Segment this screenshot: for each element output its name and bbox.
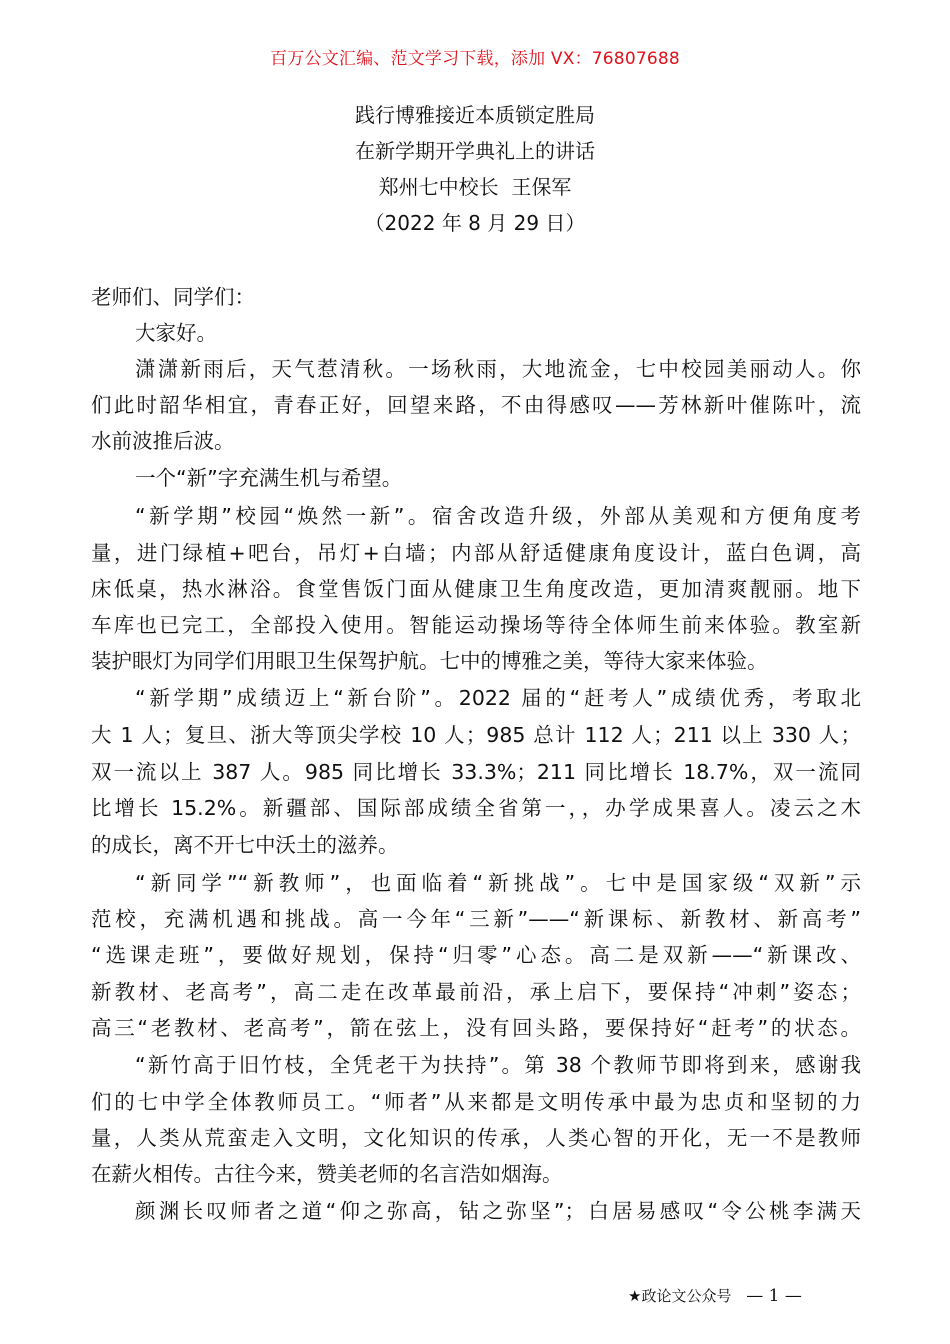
paragraph-line: 在薪火相传。古往今来，赞美老师的名言浩如烟海。 xyxy=(91,1162,563,1186)
paragraph-line: 范校，充满机遇和挑战。高一今年“三新”——“新课标、新教材、新高考” xyxy=(91,907,861,931)
paragraph-line: 颜渊长叹师者之道“仰之弥高，钻之弥坚”；白居易感叹“令公桃李满天 xyxy=(135,1199,861,1223)
document-date: （2022 年 8 月 29 日） xyxy=(364,211,586,235)
footer-source: ★政论文公众号 xyxy=(628,1287,732,1305)
paragraph-line: 床低桌，热水淋浴。食堂售饭门面从健康卫生角度改造，更加清爽靓丽。地下 xyxy=(91,577,861,601)
document-subtitle: 在新学期开学典礼上的讲话 xyxy=(355,139,595,163)
paragraph-line: 装护眼灯为同学们用眼卫生保驾护航。七中的博雅之美，等待大家来体验。 xyxy=(91,649,768,673)
paragraph-line: 比增长 15.2%。新疆部、国际部成绩全省第一，，办学成果喜人。凌云之木 xyxy=(91,796,861,820)
paragraph-line: 水前波推后波。 xyxy=(91,429,235,453)
greeting: 大家好。 xyxy=(135,321,217,345)
watermark-header: 百万公文汇编、范文学习下载，添加 VX：76807688 xyxy=(270,49,680,69)
paragraph-line: 车库也已完工，全部投入使用。智能运动操场等待全体师生前来体验。教室新 xyxy=(91,613,861,637)
paragraph-line: 高三“老教材、老高考”，箭在弦上，没有回头路，要保持好“赶考”的状态。 xyxy=(91,1016,861,1040)
paragraph-line: 一个“新”字充满生机与希望。 xyxy=(135,466,403,490)
page-number: — 1 — xyxy=(746,1286,802,1306)
paragraph-line: 新教材、老高考”，高二走在改革最前沿，承上启下，要保持“冲刺”姿态； xyxy=(91,980,861,1004)
page-footer xyxy=(628,1285,802,1307)
salutation: 老师们、同学们： xyxy=(91,285,255,309)
paragraph-line: 大 1 人；复旦、浙大等顶尖学校 10 人；985 总计 112 人；211 以上 330 人； xyxy=(91,723,861,747)
paragraph-line: 潇潇新雨后，天气惹清秋。一场秋雨，大地流金，七中校园美丽动人。你 xyxy=(135,357,861,381)
document-title: 践行博雅接近本质锁定胜局 xyxy=(355,103,595,127)
paragraph-line: “新竹高于旧竹枝，全凭老干为扶持”。第 38 个教师节即将到来，感谢我 xyxy=(135,1053,861,1077)
paragraph-line: “新学期”校园“焕然一新”。宿舍改造升级，外部从美观和方便角度考 xyxy=(135,504,861,528)
paragraph-line: 双一流以上 387 人。985 同比增长 33.3%；211 同比增长 18.7%，双一流同 xyxy=(91,760,861,784)
document-author: 郑州七中校长 王保军 xyxy=(378,175,572,199)
paragraph-line: 们的七中学全体教师员工。“师者”从来都是文明传承中最为忠贞和坚韧的力 xyxy=(91,1090,861,1114)
paragraph-line: 们此时韶华相宜，青春正好，回望来路，不由得感叹——芳林新叶催陈叶，流 xyxy=(91,393,861,417)
paragraph-line: 的成长，离不开七中沃土的滋养。 xyxy=(91,833,399,857)
paragraph-line: “新同学”“新教师”，也面临着“新挑战”。七中是国家级“双新”示 xyxy=(135,871,861,895)
paragraph-line: 量，进门绿植+吧台，吊灯+白墙；内部从舒适健康角度设计，蓝白色调，高 xyxy=(91,541,861,565)
paragraph-line: “选课走班”，要做好规划，保持“归零”心态。高二是双新——“新课改、 xyxy=(91,943,861,967)
paragraph-line: 量，人类从荒蛮走入文明，文化知识的传承，人类心智的开化，无一不是教师 xyxy=(91,1126,861,1150)
paragraph-line: “新学期”成绩迈上“新台阶”。2022 届的“赶考人”成绩优秀，考取北 xyxy=(135,686,861,710)
